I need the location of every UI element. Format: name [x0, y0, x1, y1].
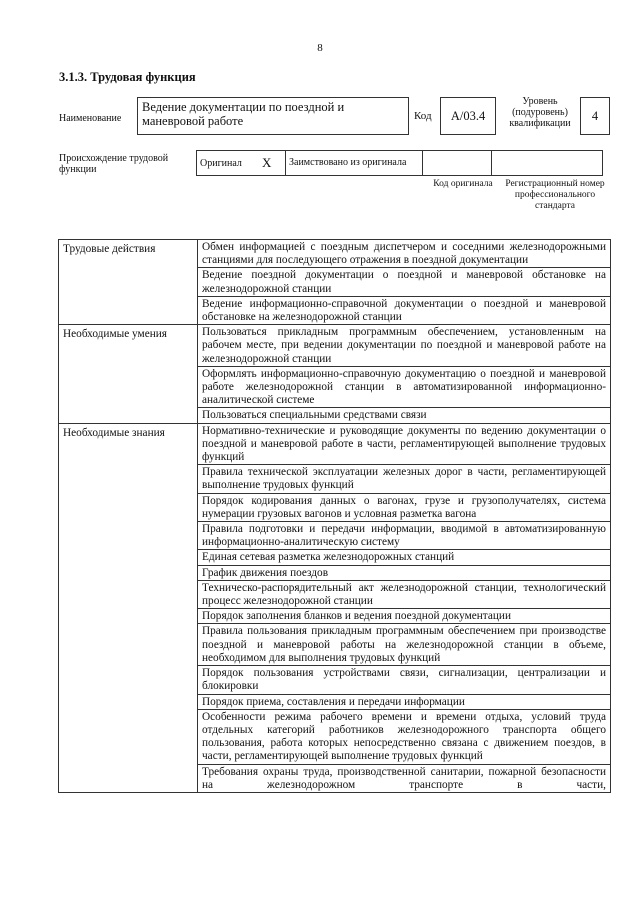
borrowed-label: Заимствовано из оригинала — [286, 151, 423, 176]
section-item: Техническо-распорядительный акт железнодорожной станции, технологический процесс железнодорожной станции — [198, 580, 611, 608]
section-item: График движения поездов — [198, 565, 611, 580]
section-item: Обмен информацией с поездным диспетчером и соседними железнодорожными станциями для последующего отражения в поездной документации — [198, 240, 611, 268]
section-item: Ведение поездной документации о поездной и маневровой обстановке на железнодорожной станции — [198, 268, 611, 296]
section-item: Пользоваться специальными средствами связи — [198, 408, 611, 423]
table-row — [59, 325, 611, 367]
section-item: Правила технической эксплуатации железных дорог в части, регламентирующей выполнение трудовых функций — [198, 465, 611, 493]
section-item: Требования охраны труда, производственной санитарии, пожарной безопасности на железнодорожном транспорте в части, — [198, 764, 611, 792]
section-item: Порядок пользования устройствами связи, сигнализации, централизации и блокировки — [198, 666, 611, 694]
section-label: Необходимые знания — [59, 423, 198, 792]
section-item: Нормативно-технические и руководящие документы по ведению документации о поездной и маневровой работе в части, регламентирующей выполнение трудовых функций — [198, 423, 611, 465]
section-item: Порядок кодирования данных о вагонах, грузе и грузополучателях, система нумерации грузовых вагонов и условная разметка вагона — [198, 493, 611, 521]
section-label: Необходимые умения — [59, 325, 198, 423]
section-label: Трудовые действия — [59, 240, 198, 325]
section-item: Оформлять информационно-справочную документацию о поездной и маневровой работе железнодорожной станции в автоматизированной информационно-аналитической системе — [198, 366, 611, 408]
section-item: Пользоваться прикладным программным обеспечением, установленным на рабочем месте, при ведении документации по поездной и маневровой работе на железнодорожной станции — [198, 325, 611, 367]
reg-number-caption: Регистрационный номер профессионального стандарта — [505, 179, 605, 211]
section-item: Особенности режима рабочего времени и времени отдыха, условий труда отдельных категорий работников железнодорожного транспорта общего пользования, работа которых непосредственно связана с движением поездов, в части, регламентирующей выполнение трудовых функций — [198, 709, 611, 764]
level-box: 4 — [580, 97, 610, 135]
code-box: А/03.4 — [440, 97, 496, 135]
section-item: Ведение информационно-справочной документации о поездной и маневровой обстановке на железнодорожной станции — [198, 296, 611, 324]
code-original-caption: Код оригинала — [433, 179, 493, 189]
original-label: Оригинал — [197, 151, 260, 176]
original-mark: X — [259, 151, 286, 176]
main-table — [58, 239, 611, 793]
page-number: 8 — [317, 42, 323, 54]
origin-label: Происхождение трудовой функции — [59, 153, 169, 175]
level-label: Уровень (подуровень) квалификации — [509, 96, 571, 129]
section-item: Единая сетевая разметка железнодорожных станций — [198, 550, 611, 565]
function-name-box: Ведение документации по поездной и маневровой работе — [137, 97, 409, 135]
section-item: Порядок приема, составления и передачи информации — [198, 694, 611, 709]
section-title: 3.1.3. Трудовая функция — [59, 70, 196, 84]
name-label: Наименование — [59, 113, 122, 124]
section-item: Правила подготовки и передачи информации, вводимой в автоматизированную информационно-аналитическую систему — [198, 522, 611, 550]
origin-table — [196, 150, 603, 176]
table-row — [59, 240, 611, 268]
section-item: Правила пользования прикладным программным обеспечением при производстве поездной и маневровой работы на железнодорожной станции в объеме, необходимом для выполнения трудовых функций — [198, 624, 611, 666]
code-original-cell — [423, 151, 492, 176]
table-row — [59, 423, 611, 465]
reg-number-cell — [492, 151, 603, 176]
code-label: Код — [414, 110, 432, 122]
section-item: Порядок заполнения бланков и ведения поездной документации — [198, 609, 611, 624]
